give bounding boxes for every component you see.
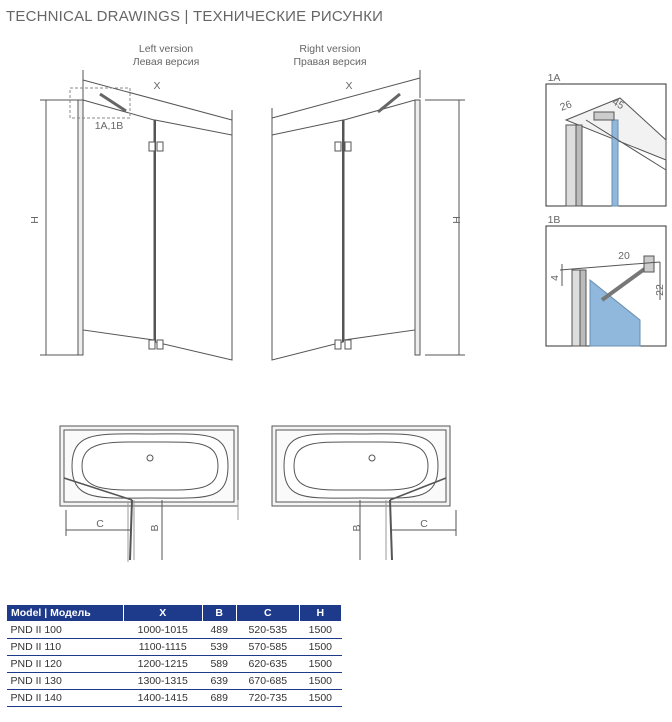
detail-1a-label: 1A	[547, 72, 561, 84]
cell-model: PND II 130	[7, 673, 124, 690]
cell-model: PND II 120	[7, 656, 124, 673]
dimensions-table	[6, 604, 342, 707]
detail-1b-label: 1B	[547, 214, 561, 226]
cell-c: 720-735	[236, 690, 299, 707]
cell-b: 689	[202, 690, 236, 707]
col-b: B	[202, 605, 236, 622]
table-row	[7, 673, 342, 690]
cell-c: 570-585	[236, 639, 299, 656]
left-version-title-en: Left version	[138, 43, 194, 55]
right-dim-x: X	[345, 80, 353, 92]
cell-b: 589	[202, 656, 236, 673]
right-plan-dim-b: B	[351, 524, 363, 532]
page-title: TECHNICAL DRAWINGS | ТЕХНИЧЕСКИЕ РИСУНКИ	[6, 8, 384, 25]
cell-model: PND II 110	[7, 639, 124, 656]
cell-b: 489	[202, 622, 236, 639]
right-version-title-en: Right version	[299, 43, 361, 55]
detail-1b-dim-4: 4	[549, 275, 561, 281]
right-plan-dim-c: C	[420, 518, 428, 530]
right-elevation	[272, 70, 465, 360]
table-row	[7, 656, 342, 673]
cell-c: 670-685	[236, 673, 299, 690]
table-row	[7, 622, 342, 639]
table-header-row	[7, 605, 342, 622]
col-model: Model | Модель	[7, 605, 124, 622]
detail-1a-dim-45: 45	[609, 95, 627, 113]
left-elevation	[40, 70, 232, 360]
col-c: C	[236, 605, 299, 622]
cell-x: 1000-1015	[124, 622, 203, 639]
detail-1a-dim-26: 26	[558, 98, 574, 114]
table-row	[7, 639, 342, 656]
table-row	[7, 690, 342, 707]
right-version-title-ru: Правая версия	[293, 56, 367, 68]
right-bath-plan	[272, 426, 456, 560]
detail-1b	[546, 226, 666, 346]
cell-x: 1100-1115	[124, 639, 203, 656]
left-dim-h: H	[29, 216, 41, 224]
cell-x: 1300-1315	[124, 673, 203, 690]
left-plan-dim-b: B	[149, 524, 161, 532]
left-bath-plan	[60, 426, 238, 562]
cell-h: 1500	[299, 690, 341, 707]
left-plan-dim-c: C	[96, 518, 104, 530]
col-x: X	[124, 605, 203, 622]
cell-x: 1400-1415	[124, 690, 203, 707]
cell-h: 1500	[299, 639, 341, 656]
cell-c: 520-535	[236, 622, 299, 639]
cell-model: PND II 100	[7, 622, 124, 639]
detail-1b-dim-22: 22	[654, 284, 666, 296]
cell-b: 539	[202, 639, 236, 656]
left-version-title-ru: Левая версия	[132, 56, 200, 68]
cell-h: 1500	[299, 656, 341, 673]
cell-b: 639	[202, 673, 236, 690]
cell-h: 1500	[299, 673, 341, 690]
cell-h: 1500	[299, 622, 341, 639]
cell-x: 1200-1215	[124, 656, 203, 673]
cell-c: 620-635	[236, 656, 299, 673]
left-dim-x: X	[153, 80, 161, 92]
cell-model: PND II 140	[7, 690, 124, 707]
col-h: H	[299, 605, 341, 622]
detail-1b-dim-20: 20	[618, 250, 630, 262]
right-dim-h: H	[451, 216, 463, 224]
left-callout-label: 1A,1B	[94, 120, 124, 132]
